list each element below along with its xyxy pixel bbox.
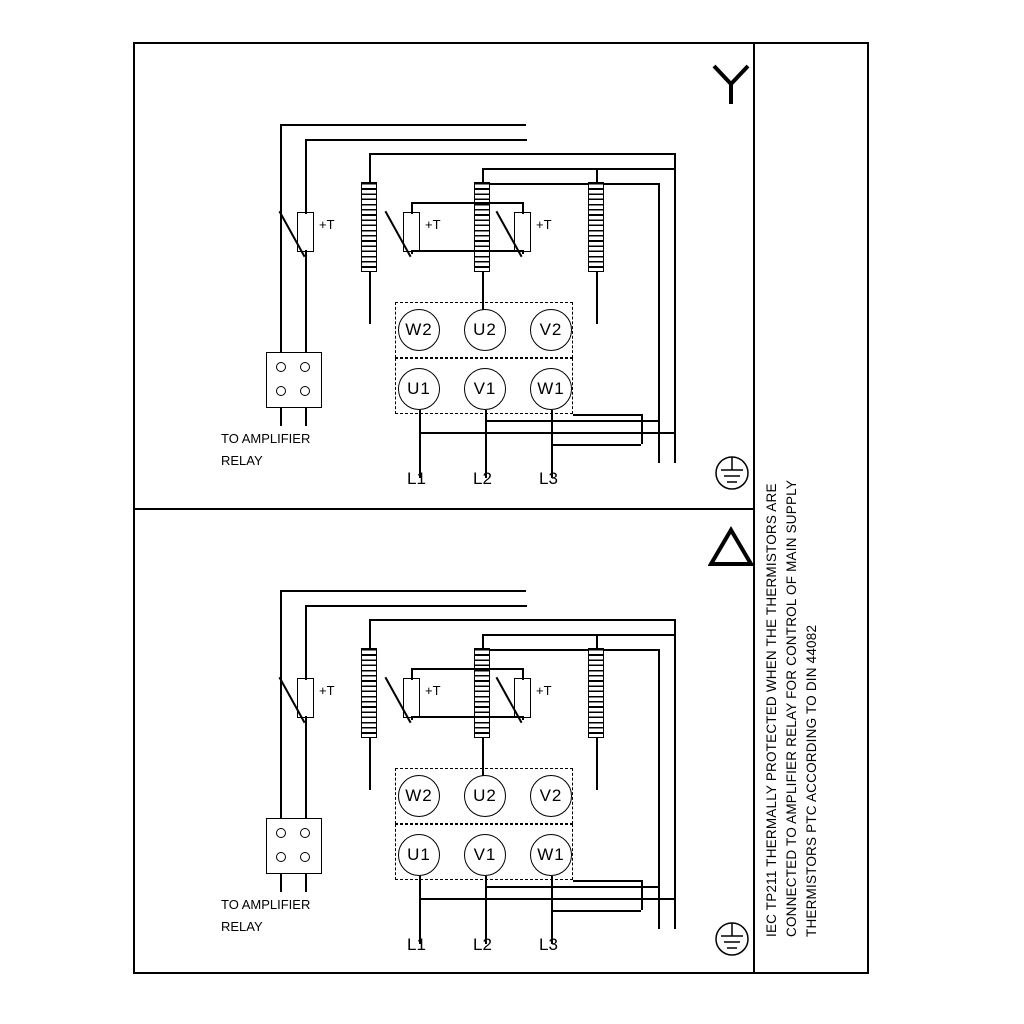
amplifier-connector-block[interactable] [266, 352, 322, 408]
wire-l1-top [280, 590, 526, 592]
terminal-v1[interactable]: V1 [464, 834, 506, 876]
wire-therm1-bottom [305, 716, 307, 820]
earth-ground-icon [711, 452, 753, 494]
wire-supply-bus-3 [551, 444, 641, 446]
thermistor-3 [514, 212, 531, 252]
thermistor-1-label: +T [319, 683, 335, 698]
wire-coil1-lead [369, 272, 371, 324]
terminal-v2[interactable]: V2 [530, 775, 572, 817]
wire-upper-bus-b [482, 634, 675, 636]
amplifier-connector-block[interactable] [266, 818, 322, 874]
wire-l2-top [305, 605, 527, 607]
winding-coil-3 [588, 182, 604, 272]
terminal-u1[interactable]: U1 [398, 834, 440, 876]
wire-therm3-top [522, 202, 524, 214]
winding-coil-1 [361, 648, 377, 738]
wire-therm2-top [411, 668, 413, 680]
thermistor-1-label: +T [319, 217, 335, 232]
connector-terminal-2[interactable] [300, 362, 310, 372]
terminal-w1[interactable]: W1 [530, 834, 572, 876]
amplifier-label-line1: TO AMPLIFIER [221, 431, 311, 446]
wire-therm-return [280, 250, 282, 354]
wire-conn-out-1 [280, 874, 282, 892]
notes-column [753, 42, 869, 974]
wire-therm1-top [305, 668, 307, 680]
note-line-1: IEC TP211 THERMALLY PROTECTED WHEN THE THERMISTORS ARE [764, 483, 779, 937]
wire-supply-bus-3-riser [641, 414, 643, 444]
wire-conn-out-2 [305, 874, 307, 892]
wire-upper-bus-a [369, 619, 674, 621]
note-line-3: THERMISTORS PTC ACCORDING TO DIN 44082 [804, 624, 819, 937]
wire-therm1-bottom [305, 250, 307, 354]
winding-coil-2 [474, 182, 490, 272]
wire-supply-bus-2 [485, 886, 658, 888]
thermistor-2 [403, 212, 420, 252]
wire-therm2-top [411, 202, 413, 214]
wire-upper-bus-c [482, 649, 658, 651]
terminal-u2[interactable]: U2 [464, 775, 506, 817]
amplifier-label-line2: RELAY [221, 453, 263, 468]
supply-label-l2: L2 [473, 935, 492, 954]
wire-conn-out-1 [280, 408, 282, 426]
panel-star-connection [133, 42, 753, 508]
wire-coil3-lead [596, 272, 598, 324]
connector-terminal-4[interactable] [300, 852, 310, 862]
supply-label-l3: L3 [539, 935, 558, 954]
connector-terminal-1[interactable] [276, 828, 286, 838]
wire-therm3-bottom [522, 716, 524, 720]
terminal-w2[interactable]: W2 [398, 309, 440, 351]
wire-therm3-top [522, 668, 524, 680]
connector-terminal-1[interactable] [276, 362, 286, 372]
wire-l1-top [280, 124, 526, 126]
terminal-w1[interactable]: W1 [530, 368, 572, 410]
thermistor-1 [297, 678, 314, 718]
terminal-u1[interactable]: U1 [398, 368, 440, 410]
wire-therm-return [280, 716, 282, 820]
winding-coil-1 [361, 182, 377, 272]
earth-ground-icon [711, 918, 753, 960]
wire-l2-top [305, 139, 527, 141]
supply-label-l3: L3 [539, 469, 558, 488]
terminal-w2[interactable]: W2 [398, 775, 440, 817]
wire-therm2-bottom [411, 250, 413, 254]
wire-supply-bus-3-top [573, 414, 641, 416]
wire-supply-bus-3 [551, 910, 641, 912]
terminal-v1[interactable]: V1 [464, 368, 506, 410]
winding-coil-3 [588, 648, 604, 738]
amplifier-label-line1: TO AMPLIFIER [221, 897, 311, 912]
wire-coil3-lead [596, 738, 598, 790]
wire-therm3-bottom [522, 250, 524, 254]
wire-supply-bus-3-riser [641, 880, 643, 910]
wire-conn-out-2 [305, 408, 307, 426]
thermistor-3-label: +T [536, 683, 552, 698]
star-connection-icon [708, 60, 754, 106]
wire-supply-bus-1 [419, 898, 674, 900]
thermistor-1 [297, 212, 314, 252]
panel-delta-connection [133, 508, 753, 974]
wire-therm-link-top [411, 202, 523, 204]
wire-supply-bus-1 [419, 432, 674, 434]
wire-supply-bus-2 [485, 420, 658, 422]
wire-therm-link-bottom [411, 716, 523, 718]
wire-therm2-bottom [411, 716, 413, 720]
wire-therm-link-top [411, 668, 523, 670]
wire-upper-bus-c-right [658, 183, 660, 463]
wire-upper-bus-a-right [674, 619, 676, 929]
wire-upper-bus-c-right [658, 649, 660, 929]
wire-supply-bus-3-top [573, 880, 641, 882]
connector-terminal-2[interactable] [300, 828, 310, 838]
amplifier-label-line2: RELAY [221, 919, 263, 934]
wire-l1-supply [419, 410, 421, 478]
thermistor-3-label: +T [536, 217, 552, 232]
wire-therm1-top [305, 202, 307, 214]
thermistor-2-label: +T [425, 683, 441, 698]
supply-label-l2: L2 [473, 469, 492, 488]
delta-connection-icon [708, 526, 754, 568]
terminal-v2[interactable]: V2 [530, 309, 572, 351]
winding-coil-2 [474, 648, 490, 738]
wire-upper-bus-b [482, 168, 675, 170]
supply-label-l1: L1 [407, 935, 426, 954]
wire-upper-bus-c [482, 183, 658, 185]
connector-terminal-4[interactable] [300, 386, 310, 396]
wire-upper-bus-a [369, 153, 674, 155]
wire-l1-supply [419, 876, 421, 944]
thermistor-3 [514, 678, 531, 718]
thermistor-2 [403, 678, 420, 718]
connector-terminal-3[interactable] [276, 386, 286, 396]
connector-terminal-3[interactable] [276, 852, 286, 862]
thermistor-2-label: +T [425, 217, 441, 232]
supply-label-l1: L1 [407, 469, 426, 488]
wire-upper-bus-a-right [674, 153, 676, 463]
terminal-u2[interactable]: U2 [464, 309, 506, 351]
note-line-2: CONNECTED TO AMPLIFIER RELAY FOR CONTROL OF MAIN SUPPLY [784, 479, 799, 937]
wire-coil1-lead [369, 738, 371, 790]
wire-therm-link-bottom [411, 250, 523, 252]
